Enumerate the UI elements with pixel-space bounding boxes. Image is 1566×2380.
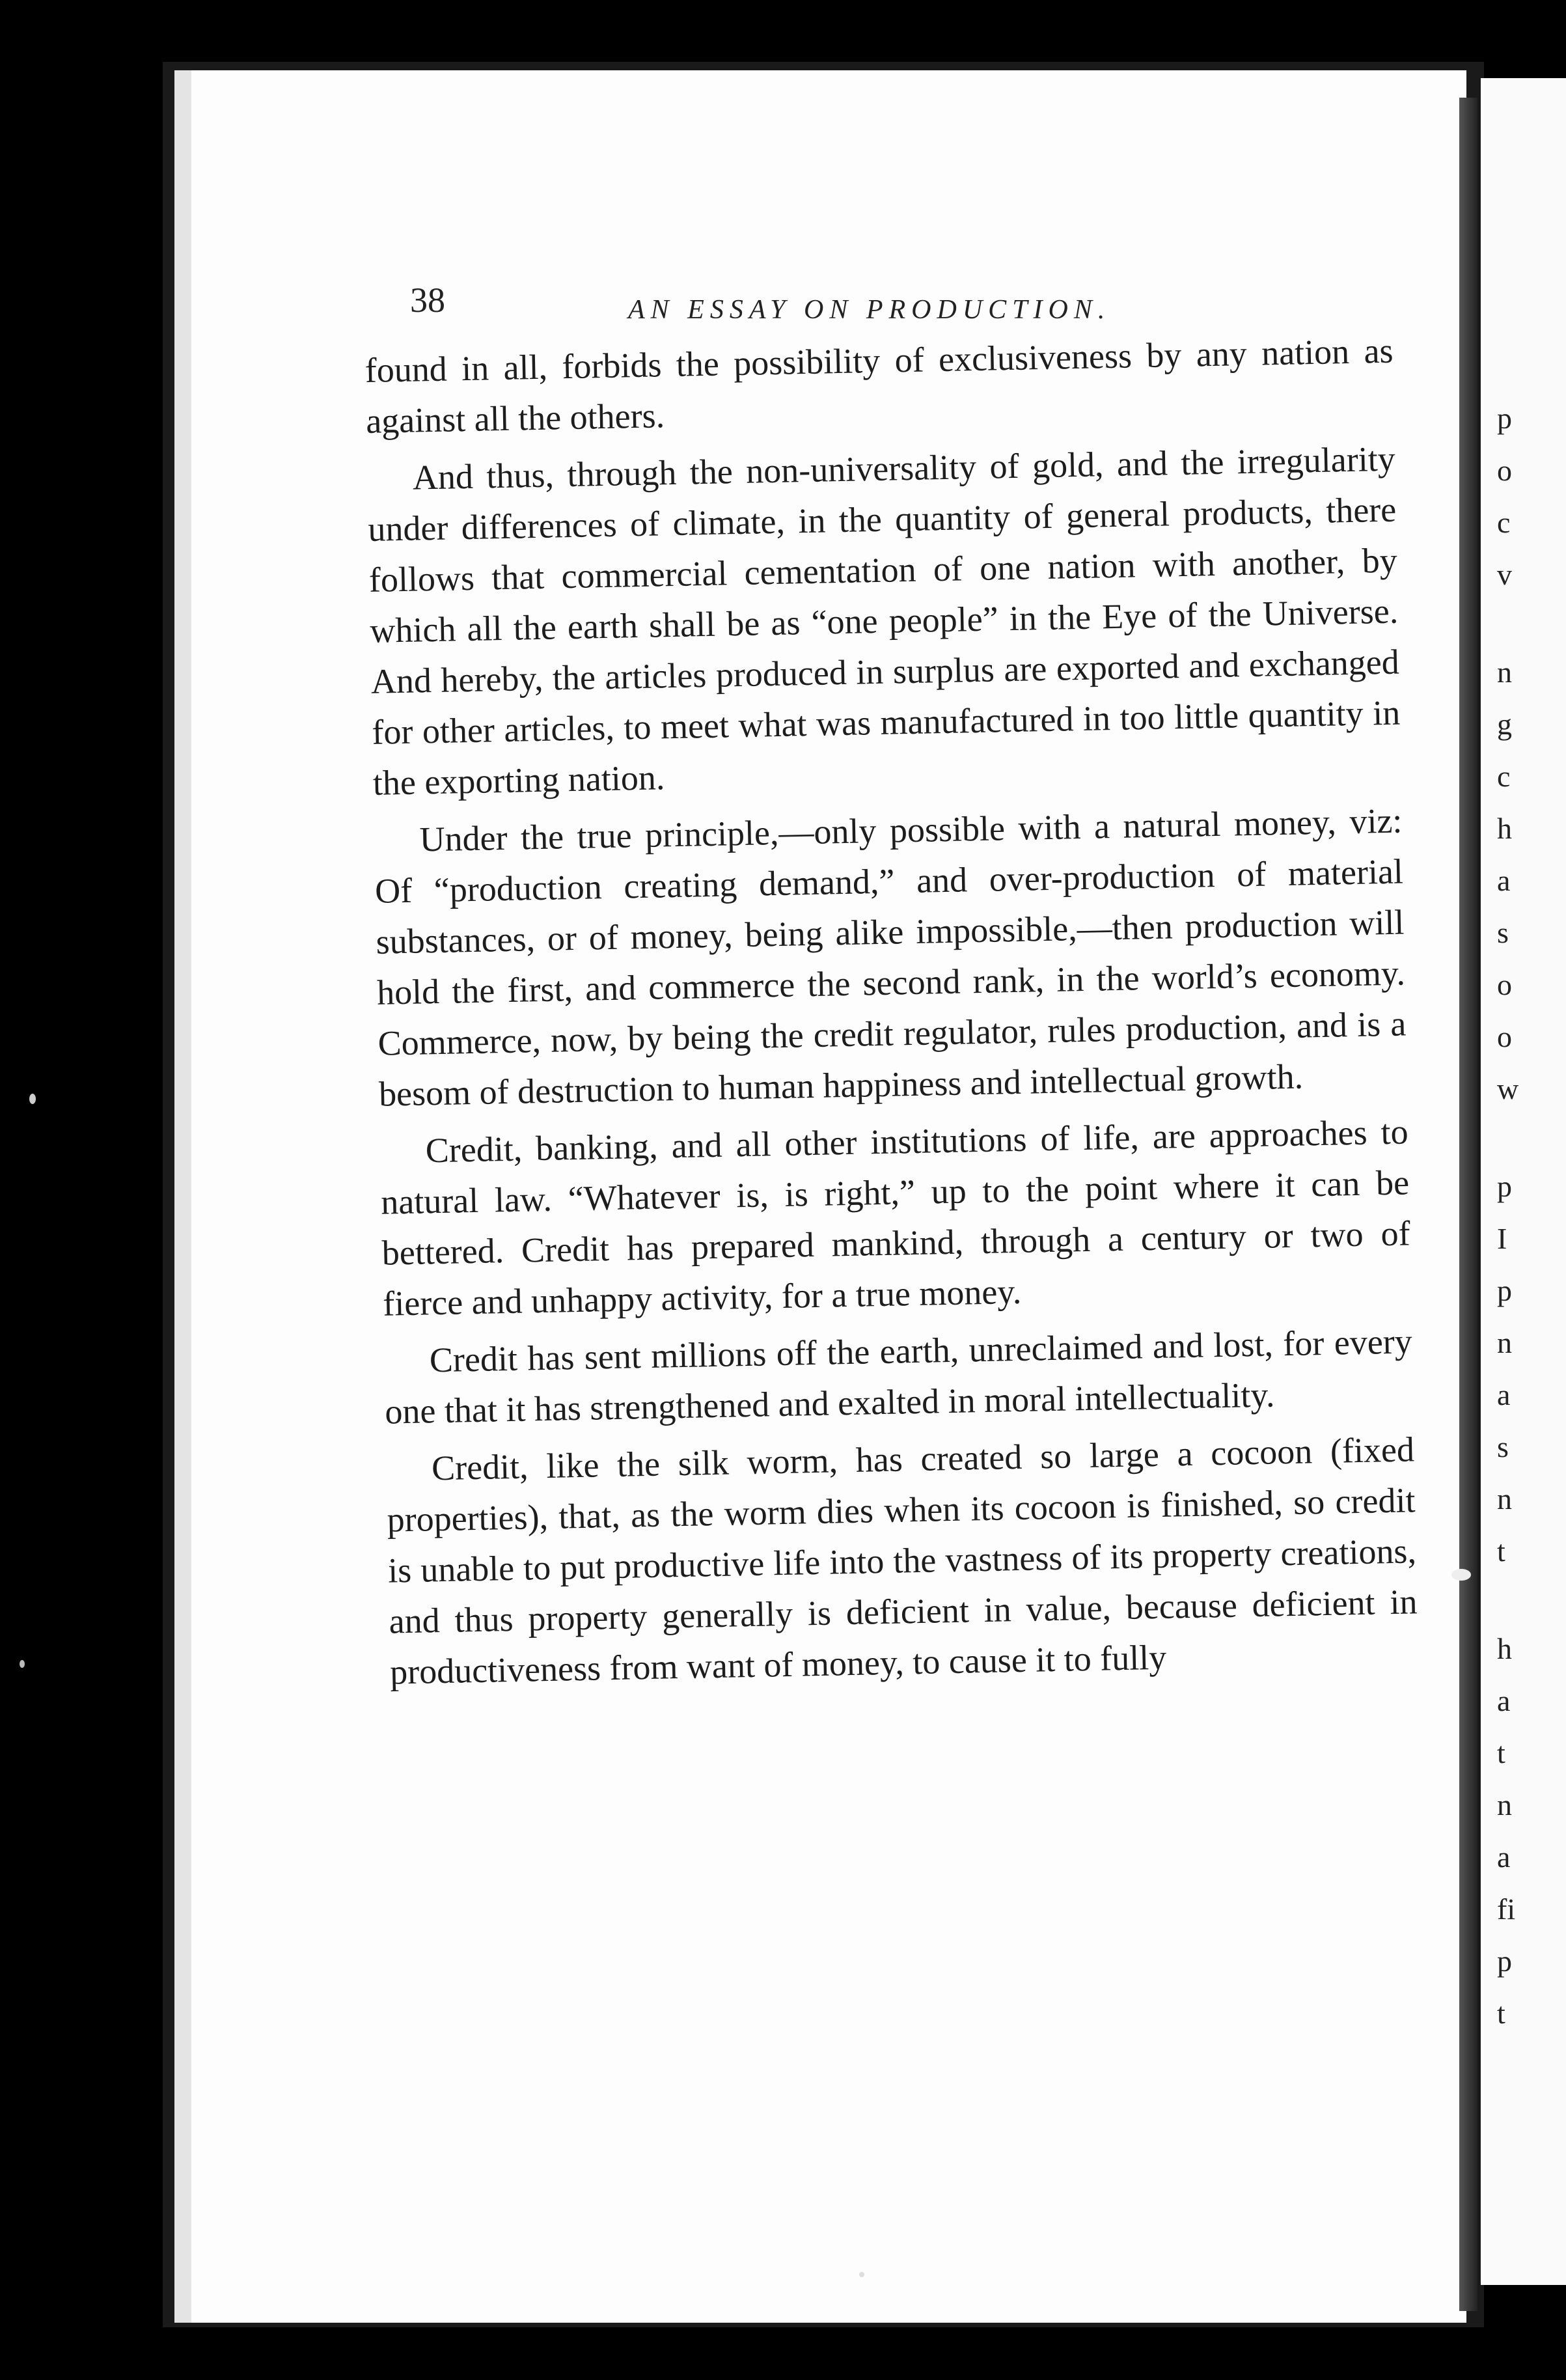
facing-page <box>1481 78 1566 2285</box>
facing-page-fragment: o <box>1497 454 1512 487</box>
facing-page-fragment: n <box>1497 1788 1512 1821</box>
facing-page-fragment: p <box>1497 1944 1512 1978</box>
facing-page-fragment: o <box>1497 1020 1512 1053</box>
scan-speck <box>29 1094 36 1104</box>
facing-page-fragment: w <box>1497 1072 1519 1105</box>
paragraph: Credit, like the silk worm, has created so large a cocoon (fixed properties), that, as the worm dies when its cocoon is finished, so credit is unable to put productive life into the vastness of its property creations, and thus property generally is deficient in value, because deficient in productiveness from want of money, to cause it to fully <box>387 1430 1418 1692</box>
facing-page-fragment: h <box>1497 812 1512 845</box>
facing-page-fragment: p <box>1497 1170 1512 1203</box>
facing-page-fragment: n <box>1497 656 1512 689</box>
facing-page-fragment: p <box>1497 1274 1512 1307</box>
paragraph: found in all, forbids the possibility of exclusiveness by any nation as against all the others. <box>364 331 1394 441</box>
page-gutter <box>1459 98 1477 2311</box>
facing-page-fragment: p <box>1497 402 1512 435</box>
facing-page-fragment: t <box>1497 1997 1505 2030</box>
facing-page-fragment: g <box>1497 708 1512 741</box>
paragraph: Under the true principle,—only possible with a natural money, viz: Of “production creating demand,” and over-production of material substances, or of money, being alike impossible,—then production will hold the first, and commerce the second rank, in the world’s economy. Commerce, now, by being the credit regulator, rules production, and is a besom of destruction to human happiness and intellectual growth. <box>374 801 1407 1114</box>
facing-page-fragment: fi <box>1497 1892 1516 1926</box>
facing-page-fragment: s <box>1497 916 1509 949</box>
facing-page-fragment: v <box>1497 558 1512 591</box>
facing-page-fragment: a <box>1497 1684 1511 1717</box>
facing-page-fragment: h <box>1497 1632 1512 1665</box>
facing-page-fragment: I <box>1497 1222 1507 1255</box>
page-header <box>410 280 1399 332</box>
body-text <box>364 325 1419 1704</box>
facing-page-fragment: c <box>1497 760 1511 793</box>
facing-page-fragment: a <box>1497 1378 1511 1411</box>
facing-page-fragment: n <box>1497 1482 1512 1515</box>
running-title: AN ESSAY ON PRODUCTION. <box>628 295 1111 325</box>
scan-speck <box>20 1660 25 1668</box>
page-number: 38 <box>410 281 445 320</box>
paragraph: And thus, through the non-universality of gold, and the irregularity under differences of climate, in the quantity of general products, there follows that commercial cementation of one nation with another, by which all the earth shall be as “one people” in the Eye of the Universe. And hereby, the articles produced in surplus are exported and exchanged for other articles, to meet what was manufactured in too little quantity in the exporting nation. <box>367 439 1401 803</box>
facing-page-fragment: t <box>1497 1534 1505 1568</box>
facing-page-fragment: s <box>1497 1430 1509 1463</box>
paragraph: Credit has sent millions off the earth, unreclaimed and lost, for every one that it has strengthened and exalted in moral intellectuality. <box>384 1321 1413 1432</box>
facing-page-fragment: a <box>1497 864 1511 897</box>
facing-page-fragment: c <box>1497 506 1511 539</box>
scan-speck <box>859 2272 864 2277</box>
scan-speck <box>1451 1569 1471 1581</box>
facing-page-fragment: o <box>1497 968 1512 1001</box>
facing-page-fragment: t <box>1497 1736 1505 1769</box>
facing-page-fragment: n <box>1497 1326 1512 1359</box>
paragraph: Credit, banking, and all other institutions of life, are approaches to natural law. “Whatever is, is right,” up to the point where it can be bettered. Credit has prepared mankind, through a century or two of fierce and unhappy activity, for a true money. <box>380 1112 1411 1323</box>
facing-page-fragment: a <box>1497 1840 1511 1874</box>
